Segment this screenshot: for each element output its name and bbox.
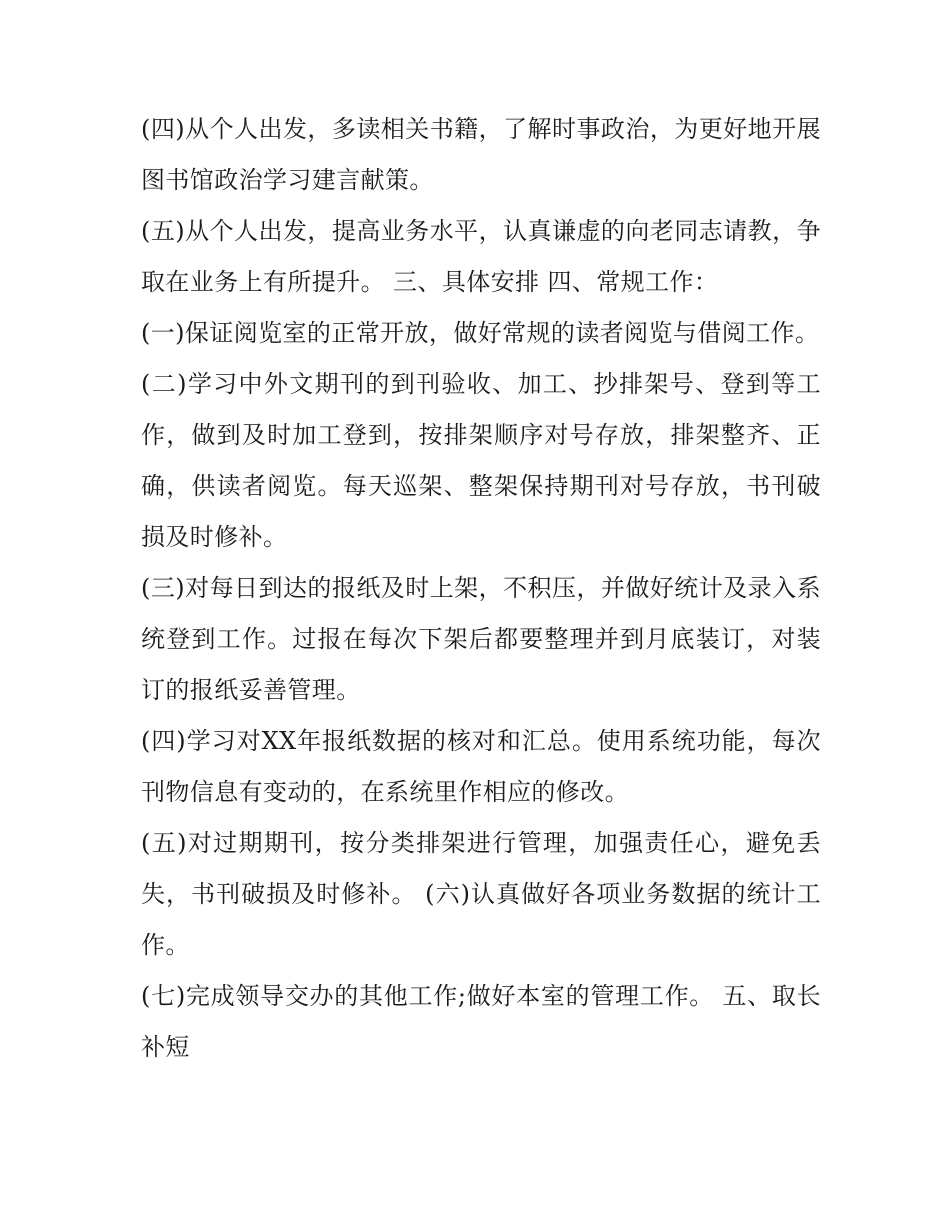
paragraph-data-check: (四)学习对XX年报纸数据的核对和汇总。使用系统功能，每次刊物信息有变动的，在系统里作相应的修改。 [141,727,821,806]
document-body [141,104,821,1073]
paragraph-business-level: (五)从个人出发，提高业务水平，认真谦虚的向老同志请教，争取在业务上有所提升。 三、具体安排 四、常规工作： [141,217,821,296]
paragraph-periodicals: (二)学习中外文期刊的到刊验收、加工、抄排架号、登到等工作，做到及时加工登到，按排架顺序对号存放，排架整齐、正确，供读者阅览。每天巡架、整架保持期刊对号存放，书刊破损及时修补。 [141,370,821,551]
paragraph-newspapers: (三)对每日到达的报纸及时上架，不积压，并做好统计及录入系统登到工作。过报在每次下架后都要整理并到月底装订，对装订的报纸妥善管理。 [141,574,821,704]
paragraph-other-work: (七)完成领导交办的其他工作;做好本室的管理工作。 五、取长补短 [141,982,821,1061]
paragraph-personal-reading: (四)从个人出发，多读相关书籍，了解时事政治，为更好地开展图书馆政治学习建言献策。 [141,115,821,194]
paragraph-reading-room: (一)保证阅览室的正常开放，做好常规的读者阅览与借阅工作。 [141,319,820,347]
paragraph-expired-periodicals: (五)对过期期刊，按分类排架进行管理，加强责任心，避免丢失，书刊破损及时修补。 (六)认真做好各项业务数据的统计工作。 [141,829,821,959]
